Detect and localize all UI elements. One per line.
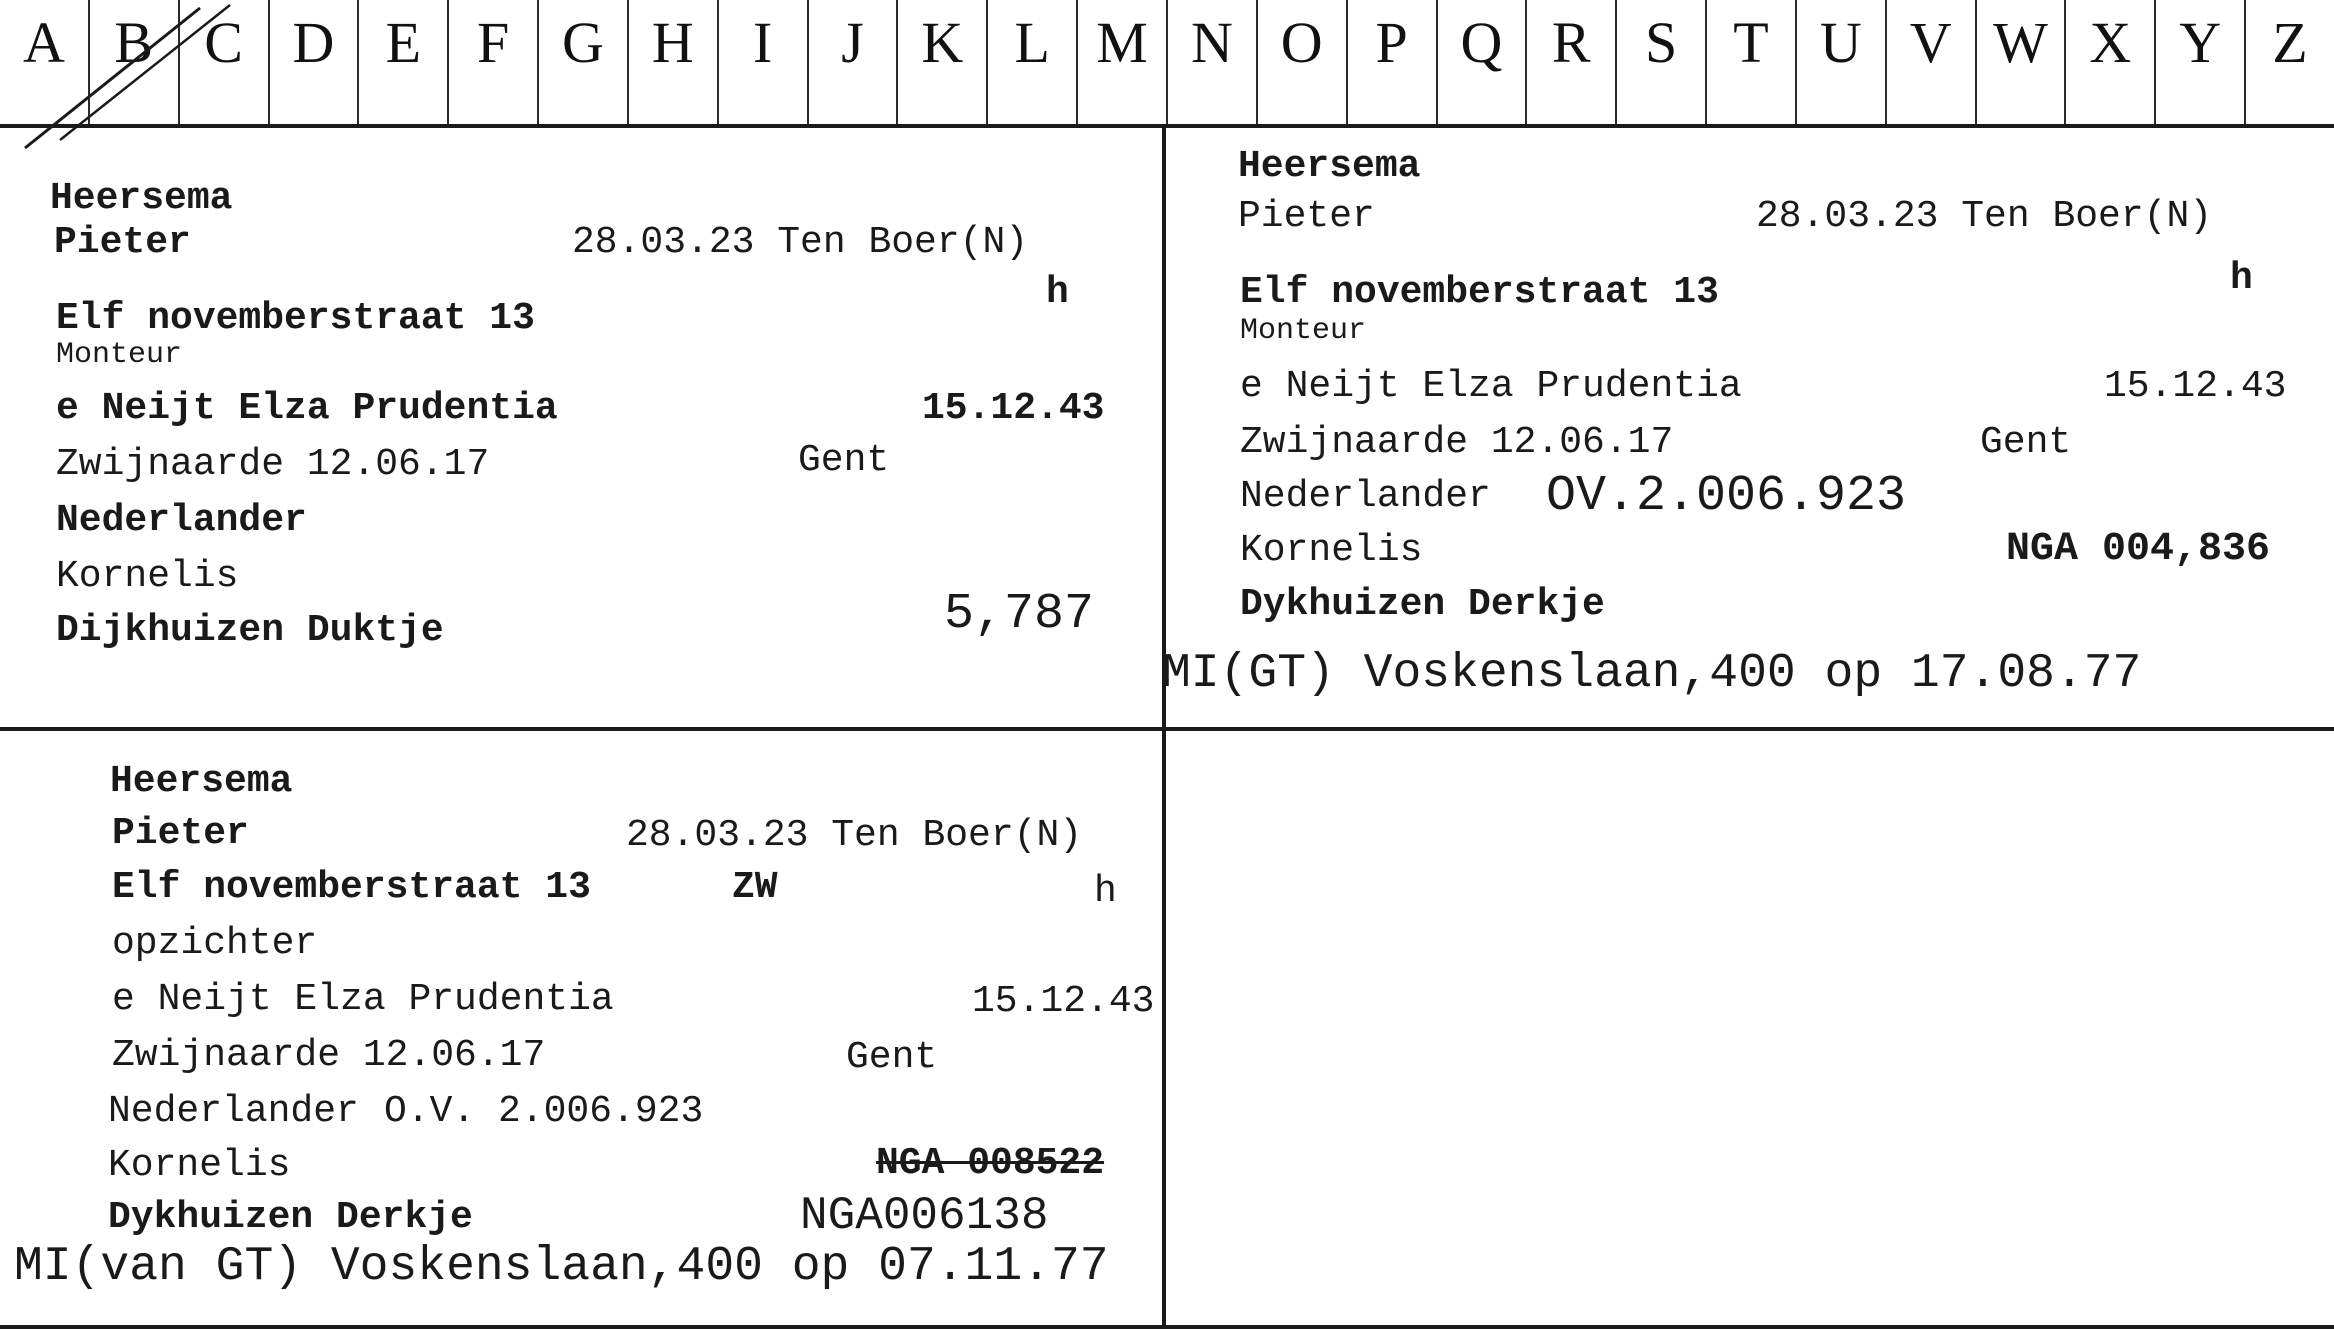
move-note: MI(GT) Voskenslaan,400 op 17.08.77 bbox=[1162, 647, 2142, 701]
first-name: Pieter bbox=[1238, 195, 1375, 238]
registration-number: 5,787 bbox=[944, 586, 1095, 643]
spouse: e Neijt Elza Prudentia bbox=[112, 978, 614, 1021]
marriage-date: 15.12.43 bbox=[2104, 365, 2287, 408]
letter-tab[interactable]: U bbox=[1795, 0, 1885, 124]
spouse-birth-place: Gent bbox=[846, 1036, 938, 1079]
birth-info: 28.03.23 Ten Boer(N) bbox=[626, 814, 1083, 857]
letter-tab[interactable]: S bbox=[1615, 0, 1705, 124]
spouse: e Neijt Elza Prudentia bbox=[1240, 365, 1742, 408]
letter-tab[interactable]: W bbox=[1975, 0, 2065, 124]
code: ZW bbox=[732, 866, 778, 909]
spouse-birth: Zwijnaarde 12.06.17 bbox=[1240, 421, 1674, 464]
first-name: Pieter bbox=[54, 221, 191, 264]
occupation: Monteur bbox=[56, 338, 183, 372]
letter-tab[interactable]: X bbox=[2064, 0, 2154, 124]
registry-card-4-blank bbox=[1168, 731, 2334, 1325]
father: Kornelis bbox=[1240, 529, 1423, 572]
letter-tab[interactable]: R bbox=[1525, 0, 1615, 124]
marriage-date: 15.12.43 bbox=[922, 387, 1105, 430]
letter-tab[interactable]: D bbox=[268, 0, 358, 124]
move-note: MI(van GT) Voskenslaan,400 op 07.11.77 bbox=[14, 1240, 1109, 1294]
letter-tab[interactable]: Q bbox=[1436, 0, 1526, 124]
address: Elf novemberstraat 13 bbox=[112, 866, 591, 909]
letter-tab[interactable]: P bbox=[1346, 0, 1436, 124]
mark: h bbox=[1046, 271, 1069, 314]
nga-number: NGA 004,836 bbox=[2006, 527, 2271, 572]
letter-tab[interactable]: N bbox=[1166, 0, 1256, 124]
nationality: Nederlander bbox=[1240, 475, 1491, 518]
letter-tab[interactable]: H bbox=[627, 0, 717, 124]
mark: h bbox=[2230, 257, 2253, 300]
spouse-birth: Zwijnaarde 12.06.17 bbox=[56, 443, 490, 486]
letter-tab[interactable]: G bbox=[537, 0, 627, 124]
nationality: Nederlander bbox=[56, 499, 307, 542]
father: Kornelis bbox=[56, 555, 239, 598]
mother: Dykhuizen Derkje bbox=[108, 1196, 473, 1239]
letter-tab[interactable]: Y bbox=[2154, 0, 2244, 124]
surname: Heersema bbox=[50, 177, 233, 220]
spouse-birth-place: Gent bbox=[798, 439, 890, 482]
address: Elf novemberstraat 13 bbox=[56, 297, 535, 340]
letter-tab[interactable]: V bbox=[1885, 0, 1975, 124]
letter-tab[interactable]: A bbox=[22, 10, 65, 75]
letter-tab[interactable]: I bbox=[717, 0, 807, 124]
nga-number-struck: NGA 008522 bbox=[876, 1142, 1105, 1185]
letter-tab[interactable]: Z bbox=[2244, 0, 2334, 124]
letter-tab[interactable]: E bbox=[357, 0, 447, 124]
mother: Dykhuizen Derkje bbox=[1240, 583, 1605, 626]
letter-tab[interactable]: J bbox=[807, 0, 897, 124]
letter-tab[interactable]: L bbox=[986, 0, 1076, 124]
registry-card-3 bbox=[0, 731, 1160, 1325]
spouse: e Neijt Elza Prudentia bbox=[56, 387, 558, 430]
registry-card-1 bbox=[0, 128, 1160, 726]
father: Kornelis bbox=[108, 1144, 291, 1187]
letter-tab[interactable]: T bbox=[1705, 0, 1795, 124]
address: Elf novemberstraat 13 bbox=[1240, 271, 1719, 314]
first-name: Pieter bbox=[112, 812, 249, 855]
nationality: Nederlander bbox=[108, 1090, 359, 1133]
spouse-birth: Zwijnaarde 12.06.17 bbox=[112, 1034, 546, 1077]
letter-tab[interactable]: O bbox=[1256, 0, 1346, 124]
mother: Dijkhuizen Duktje bbox=[56, 609, 444, 652]
ov-number: OV.2.006.923 bbox=[1546, 468, 1907, 525]
birth-info: 28.03.23 Ten Boer(N) bbox=[572, 221, 1029, 264]
letter-tab[interactable]: M bbox=[1076, 0, 1166, 124]
occupation: Monteur bbox=[1240, 314, 1367, 348]
surname: Heersema bbox=[1238, 145, 1421, 188]
ov-number: O.V. 2.006.923 bbox=[384, 1090, 704, 1133]
letter-tab[interactable]: C bbox=[178, 0, 268, 124]
letter-tab[interactable]: B bbox=[88, 0, 178, 124]
letter-tab[interactable]: F bbox=[447, 0, 537, 124]
alphabet-index-strip bbox=[0, 0, 2334, 128]
surname: Heersema bbox=[110, 760, 293, 803]
letter-tab[interactable]: K bbox=[896, 0, 986, 124]
spouse-birth-place: Gent bbox=[1980, 421, 2072, 464]
occupation: opzichter bbox=[112, 922, 318, 965]
mark: h bbox=[1094, 870, 1117, 913]
nga-number: NGA006138 bbox=[800, 1190, 1049, 1242]
birth-info: 28.03.23 Ten Boer(N) bbox=[1756, 195, 2213, 238]
registry-card-2 bbox=[1162, 128, 2334, 726]
marriage-date: 15.12.43 bbox=[972, 980, 1155, 1023]
card-bottom-border bbox=[0, 1325, 2334, 1329]
